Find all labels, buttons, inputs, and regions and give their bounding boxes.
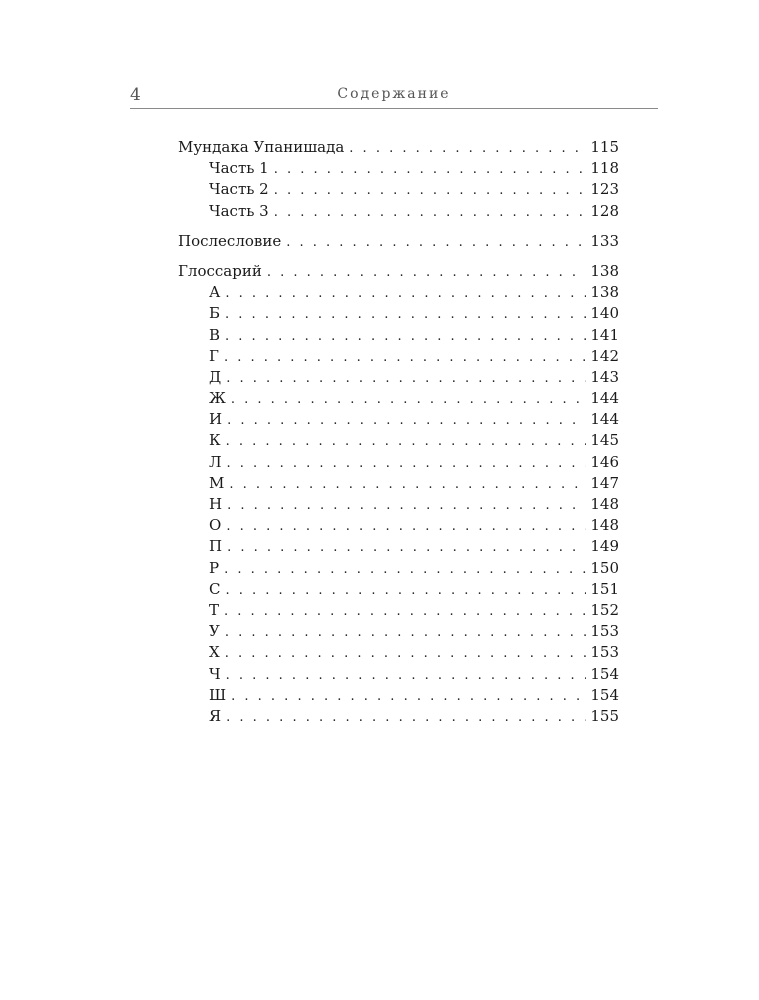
toc-page-number: 154	[590, 685, 619, 704]
dot-leader	[225, 326, 586, 347]
toc-page-number: 123	[590, 180, 619, 199]
toc-item-letter[interactable]	[178, 664, 619, 685]
dot-leader	[226, 368, 586, 389]
toc-item-label: Часть 2	[209, 180, 269, 199]
toc-item-label: И	[209, 410, 223, 429]
toc-item-label: П	[209, 537, 223, 556]
toc-page-number: 146	[590, 452, 619, 471]
toc-item-label: В	[209, 325, 221, 344]
toc-item-label: А	[209, 283, 221, 302]
page-number: 4	[130, 85, 141, 105]
dot-leader	[227, 537, 586, 558]
dot-leader	[231, 389, 587, 410]
dot-leader	[225, 283, 586, 304]
running-title: Содержание	[337, 86, 451, 102]
dot-leader	[226, 516, 586, 537]
toc-item-label: К	[209, 431, 221, 450]
toc-page-number: 148	[590, 516, 619, 535]
dot-leader	[274, 159, 587, 180]
toc-item-letter[interactable]	[178, 388, 619, 409]
dot-leader	[226, 431, 587, 452]
dot-leader	[286, 232, 586, 253]
toc-page-number: 140	[590, 304, 619, 323]
toc-item-label: Б	[209, 304, 221, 323]
toc-page-number: 152	[590, 600, 619, 619]
toc-section-title: Мундака Упанишада	[178, 138, 345, 156]
toc-item-letter[interactable]	[178, 452, 619, 473]
toc-item-letter[interactable]	[178, 515, 619, 536]
toc-page-number: 141	[590, 325, 619, 344]
dot-leader	[225, 304, 586, 325]
glossary-letter-list	[178, 282, 619, 727]
table-of-contents	[178, 137, 619, 727]
dot-leader	[274, 202, 587, 223]
toc-item-letter[interactable]	[178, 579, 619, 600]
toc-page-number: 148	[590, 495, 619, 513]
toc-item-letter[interactable]	[178, 706, 619, 727]
toc-item-label: Д	[209, 367, 222, 386]
toc-item-letter[interactable]	[178, 409, 619, 430]
toc-item-letter[interactable]	[178, 685, 619, 706]
toc-section-title: Послесловие	[178, 231, 282, 250]
dot-leader	[227, 453, 587, 474]
dot-leader	[224, 559, 586, 580]
toc-item[interactable]	[178, 179, 619, 200]
toc-item-label: М	[209, 473, 225, 492]
toc-page-number: 115	[590, 138, 619, 156]
toc-item-label: Ч	[209, 664, 221, 683]
toc-page-number: 144	[590, 410, 619, 429]
toc-item-letter[interactable]	[178, 642, 619, 663]
dot-leader	[231, 686, 586, 707]
toc-section-afterword[interactable]	[178, 231, 619, 252]
toc-page-number: 133	[590, 231, 619, 250]
toc-page-number: 142	[590, 346, 619, 365]
toc-page-number: 155	[590, 706, 619, 725]
toc-item-label: Ш	[209, 685, 227, 704]
toc-page-number: 153	[590, 622, 619, 641]
toc-item-label: Я	[209, 706, 222, 725]
toc-item-label: Л	[209, 452, 222, 471]
toc-item-letter[interactable]	[178, 303, 619, 324]
toc-page-number: 147	[590, 473, 619, 492]
toc-item-letter[interactable]	[178, 346, 619, 367]
running-head	[130, 84, 658, 109]
dot-leader	[349, 138, 586, 159]
toc-item[interactable]	[178, 201, 619, 222]
toc-item-label: Т	[209, 600, 220, 619]
toc-page-number: 154	[590, 664, 619, 683]
toc-section-mundaka[interactable]	[178, 137, 619, 158]
toc-item-letter[interactable]	[178, 473, 619, 494]
toc-page-number: 145	[590, 431, 619, 450]
toc-item-label: Часть 1	[209, 159, 269, 178]
toc-page-number: 138	[590, 261, 619, 280]
toc-item-letter[interactable]	[178, 621, 619, 642]
toc-section-glossary[interactable]	[178, 261, 619, 282]
toc-item-label: Х	[209, 643, 220, 662]
dot-leader	[224, 347, 586, 368]
toc-item-letter[interactable]	[178, 494, 619, 515]
dot-leader	[226, 665, 587, 686]
toc-page-number: 151	[590, 579, 619, 598]
toc-item-label: Р	[209, 558, 220, 577]
toc-item-label: У	[209, 622, 220, 641]
toc-item-label: О	[209, 516, 222, 535]
toc-item-letter[interactable]	[178, 600, 619, 621]
dot-leader	[229, 474, 586, 495]
toc-page-number: 138	[590, 283, 619, 302]
toc-item-letter[interactable]	[178, 367, 619, 388]
toc-item-label: Н	[209, 495, 223, 513]
toc-item-letter[interactable]	[178, 536, 619, 557]
toc-item-label: Часть 3	[209, 201, 269, 220]
dot-leader	[267, 262, 587, 283]
toc-item-label: Г	[209, 346, 219, 365]
toc-item-letter[interactable]	[178, 325, 619, 346]
toc-page-number: 149	[590, 537, 619, 556]
toc-section-title: Глоссарий	[178, 261, 262, 280]
toc-item-letter[interactable]	[178, 430, 619, 451]
toc-item-letter[interactable]	[178, 282, 619, 303]
toc-page-number: 153	[590, 643, 619, 662]
dot-leader	[227, 495, 586, 516]
dot-leader	[224, 601, 586, 622]
toc-page-number: 128	[590, 201, 619, 220]
dot-leader	[274, 180, 587, 201]
dot-leader	[226, 707, 586, 728]
toc-page-number: 118	[590, 159, 619, 178]
toc-item-label: С	[209, 579, 221, 598]
toc-item-letter[interactable]	[178, 558, 619, 579]
toc-page-number: 144	[590, 389, 619, 408]
toc-page-number: 150	[590, 558, 619, 577]
toc-item[interactable]	[178, 158, 619, 179]
dot-leader	[225, 643, 587, 664]
dot-leader	[225, 622, 587, 643]
dot-leader	[225, 580, 586, 601]
toc-item-label: Ж	[209, 389, 226, 408]
dot-leader	[227, 410, 586, 431]
toc-page-number: 143	[590, 367, 619, 386]
